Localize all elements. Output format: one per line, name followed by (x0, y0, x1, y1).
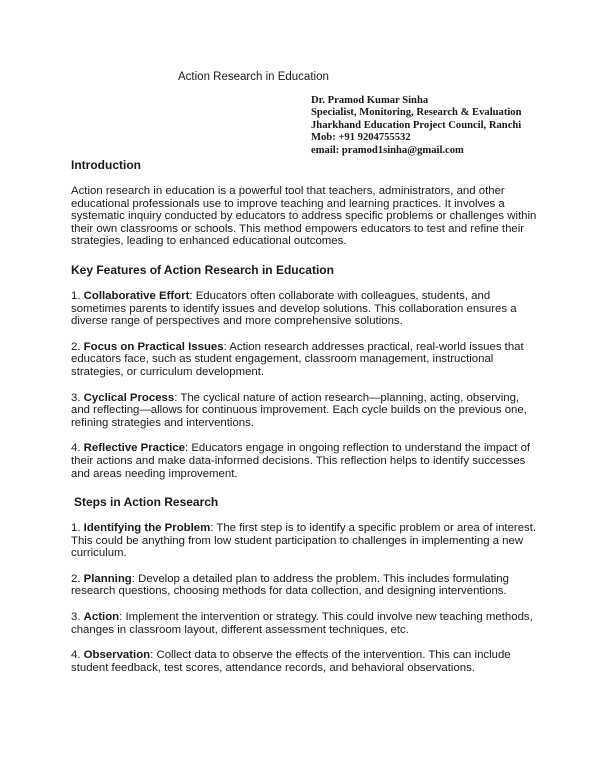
step-item (71, 649, 541, 674)
item-term: Action (83, 611, 120, 624)
author-role: Specialist, Monitoring, Research & Evaluation (311, 107, 522, 119)
item-text: : Collect data to observe the effects of the intervention. This can include student feedback, test scores, attendance records, and behavioral observations. (71, 649, 511, 674)
key-feature-item (71, 392, 541, 430)
item-number: 4. (71, 442, 81, 455)
item-term: Collaborative Effort (83, 289, 190, 302)
item-number: 4. (71, 649, 81, 662)
key-features-heading: Key Features of Action Research in Education (71, 262, 334, 277)
item-text: : Educators often collaborate with colleagues, students, and sometimes parents to identify issues and develop solutions. This collaboration ensures a diverse range of perspectives and more comprehensive solutions. (71, 289, 517, 328)
key-feature-item (71, 341, 541, 379)
document-title: Action Research in Education (178, 71, 329, 83)
item-term: Identifying the Problem (83, 522, 211, 535)
item-term: Cyclical Process (83, 391, 175, 404)
step-item (71, 611, 541, 636)
item-number: 3. (71, 391, 81, 404)
item-term: Focus on Practical Issues (83, 340, 224, 353)
key-feature-item (71, 442, 541, 480)
item-number: 1. (71, 522, 81, 535)
item-term: Observation (83, 649, 151, 662)
item-text: : Action research addresses practical, real-world issues that educators face, such as student engagement, classroom management, instructional strategies, or curriculum development. (71, 340, 524, 378)
author-organization: Jharkhand Education Project Council, Ranchi (311, 119, 522, 131)
key-feature-item (71, 290, 541, 328)
author-block (311, 95, 591, 157)
item-term: Planning (83, 572, 132, 585)
introduction-heading: Introduction (71, 158, 141, 172)
item-text: : Educators engage in ongoing reflection to understand the impact of their actions and make data-informed decisions. This reflection helps to identify successes and areas needing improvement. (71, 442, 531, 480)
author-email: email: pramod1sinha@gmail.com (311, 144, 464, 156)
item-text: : Develop a detailed plan to address the problem. This includes formulating research questions, choosing methods for data collection, and designing interventions. (71, 572, 509, 598)
item-term: Reflective Practice (83, 442, 185, 455)
item-number: 3. (71, 611, 81, 624)
step-item (71, 522, 541, 560)
author-name: Dr. Pramod Kumar Sinha (311, 95, 429, 106)
step-item (71, 573, 541, 598)
document-body (71, 158, 541, 674)
item-number: 2. (71, 340, 81, 353)
item-number: 2. (71, 572, 81, 585)
steps-heading: Steps in Action Research (74, 495, 219, 510)
item-text: : The cyclical nature of action research—planning, acting, observing, and reflecting—allows for continuous improvement. Each cycle builds on the previous one, refining strategies and interventions. (71, 391, 527, 429)
item-text: : The first step is to identify a specific problem or area of interest. This could be anything from low student participation to challenges in implementing a new curriculum. (71, 522, 537, 560)
author-mobile: Mob: +91 9204755532 (311, 132, 411, 144)
introduction-paragraph: Action research in education is a powerful tool that teachers, administrators, and other educational professionals use to improve teaching and learning practices. It involves a systematic inquiry conducted by educators to address specific problems or challenges within their own classrooms or schools. This method empowers educators to test and refine their strategies, leading to enhanced educational outcomes. (71, 185, 537, 248)
item-text: : Implement the intervention or strategy. This could involve new teaching methods, changes in classroom layout, different assessment techniques, etc. (71, 611, 533, 636)
item-number: 1. (71, 289, 81, 302)
